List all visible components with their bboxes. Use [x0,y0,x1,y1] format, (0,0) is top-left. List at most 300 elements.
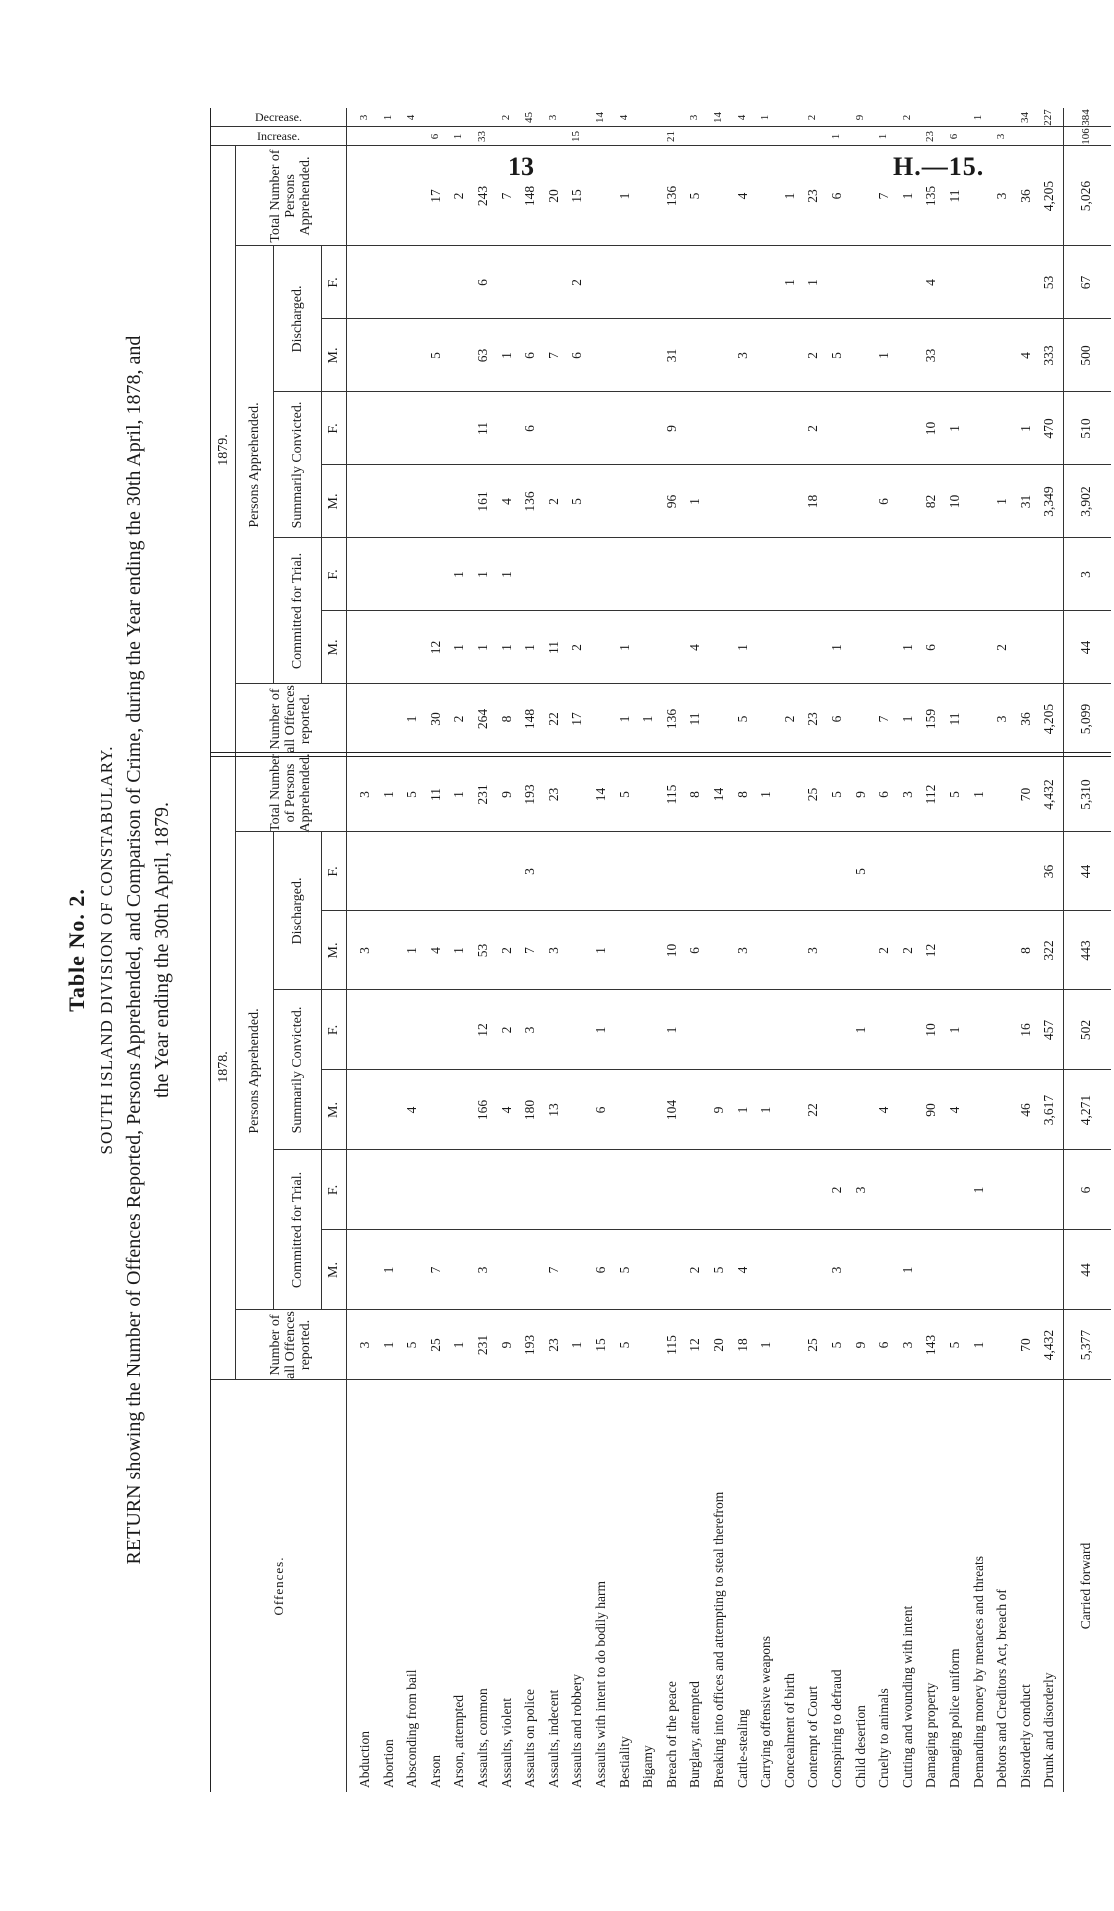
table-cell: 1 [970,1186,986,1194]
table-cell: 25 [427,1338,443,1352]
table-cell: 1 [452,133,465,140]
table-cell: 12 [687,1338,703,1352]
header-m: M. [326,942,341,959]
table-cell: 9 [852,791,868,798]
table-cell: 3 [899,791,915,798]
header-discharged-1879: Discharged. [289,285,305,353]
table-cell: 3 [475,1266,490,1274]
table-cell: 2 [451,192,467,200]
table-cell: 1 [616,715,632,723]
table-cell: 148 [522,708,538,730]
table-cell: 3 [358,114,370,121]
table-cell: 2 [569,279,585,286]
table-cell: 3 [829,1266,844,1274]
table-cell: 1 [852,1026,868,1034]
table-cell: 6 [829,192,844,200]
table-cell: 1 [616,644,632,651]
table-cell: 10 [923,421,939,436]
offence-label: Contempt of Court [805,1686,821,1788]
total-cell: 3,902 [1078,486,1093,517]
table-cell: 46 [1017,1103,1033,1117]
table-cell: 10 [947,494,962,509]
table-cell: 6 [428,133,441,140]
table-cell: 15 [593,1338,608,1352]
table-cell: 243 [475,185,490,207]
table-cell: 6 [522,425,538,432]
table-cell: 1 [899,715,915,723]
table-cell: 1 [663,1026,679,1034]
table-cell: 7 [545,352,561,359]
table-cell: 8 [498,715,514,723]
table-cell: 3 [994,715,1010,723]
table-cell: 31 [1017,494,1033,509]
offence-label: Disorderly conduct [1017,1684,1033,1788]
header-discharged-1878: Discharged. [289,877,305,945]
table-cell: 4,205 [1041,703,1057,735]
table-cell: 5 [427,352,443,359]
table-cell: 12 [923,943,939,958]
table-cell: 4,432 [1041,779,1057,810]
table-cell: 16 [1017,1023,1033,1037]
table-cell: 3 [545,947,561,954]
offence-label: Abduction [357,1731,372,1788]
table-cell: 4 [947,1106,962,1114]
table-cell: 4 [427,947,443,954]
header-f: F. [326,1024,341,1036]
table-cell: 3 [357,947,372,954]
table-cell: 1 [970,791,986,798]
table-cell: 3 [546,114,559,121]
offence-label: Bestiality [616,1736,632,1788]
header-f: F. [326,569,341,580]
table-cell: 1 [829,644,844,651]
table-cell: 470 [1041,418,1057,439]
table-cell: 2 [899,947,915,954]
offence-label: Demanding money by menaces and threats [970,1555,986,1788]
offence-label: Bigamy [640,1745,656,1788]
table-cell: 70 [1017,1338,1033,1352]
offence-label: Breaking into offices and attempting to steal therefrom [711,1491,726,1788]
total-cell: 5,026 [1078,180,1093,212]
table-cell: 1 [734,1106,750,1114]
table-cell: 82 [923,494,939,509]
header-m: M. [326,639,341,656]
table-cell: 4 [1017,352,1033,359]
table-cell: 6 [593,1266,608,1274]
total-cell: 5,310 [1078,779,1093,810]
header-persons-apprehended-1878: Persons Apprehended. [246,1008,262,1134]
total-cell: 384 [1080,109,1092,126]
table-cell: 3 [734,352,750,359]
table-cell: 1 [877,133,890,140]
header-f: F. [326,423,341,434]
table-cell: 2 [498,1026,514,1034]
table-cell: 143 [923,1334,939,1356]
table-cell: 11 [475,422,490,435]
table-cell: 6 [876,1341,892,1349]
offence-label: Assaults on police [522,1689,538,1788]
offence-label: Burglary, attempted [687,1681,703,1788]
table-cell: 23 [924,131,937,142]
table-cell: 14 [594,112,606,123]
table-cell: 22 [545,712,561,726]
table-cell: 4 [923,279,939,286]
table-cell: 112 [923,784,939,805]
table-cell: 231 [475,784,490,805]
table-cell: 2 [805,425,821,432]
header-f: F. [326,866,341,877]
table-cell: 3 [899,1341,915,1349]
table-cell: 9 [498,1341,514,1349]
offence-label: Conspiring to defraud [829,1669,844,1788]
table-cell: 6 [593,1106,608,1114]
table-cell: 1 [451,1341,467,1349]
table-cell: 12 [427,640,443,655]
table-cell: 11 [947,712,962,726]
table-cell: 2 [806,114,819,121]
table-cell: 10 [663,943,679,958]
table-cell: 104 [663,1099,679,1121]
table-cell: 333 [1041,345,1057,366]
total-cell: 500 [1078,345,1093,366]
table-cell: 36 [1017,189,1033,203]
table-cell: 23 [805,189,821,203]
table-cell: 15 [569,189,585,203]
table-cell: 6 [522,352,538,359]
table-cell: 20 [711,1338,726,1352]
header-committed-1879: Committed for Trial. [289,552,305,670]
table-cell: 11 [947,189,962,203]
table-cell: 4 [735,114,748,121]
table-cell: 4 [405,114,418,121]
table-cell: 7 [545,1266,561,1274]
table-cell: 322 [1041,940,1057,961]
table-cell: 1 [451,947,467,954]
carried-forward-label: Carried forward [1078,1542,1093,1630]
table-cell: 11 [427,788,443,801]
header-f: F. [326,277,341,288]
table-cell: 1 [994,498,1010,505]
total-cell: 44 [1078,640,1093,655]
table-cell: 3,617 [1041,1094,1057,1126]
table-cell: 10 [923,1023,939,1037]
table-cell: 6 [948,133,960,140]
table-cell: 1 [899,644,915,651]
total-cell: 4,271 [1078,1094,1093,1126]
total-cell: 67 [1078,275,1093,290]
header-m: M. [326,493,341,510]
table-cell: 63 [475,348,490,363]
table-cell: 7 [427,1266,443,1274]
table-cell: 1 [687,498,703,505]
table-cell: 5 [711,1266,726,1274]
table-cell: 193 [522,784,538,805]
table-cell: 2 [829,1186,844,1194]
table-cell: 5 [734,715,750,723]
header-reported-1879: Number of all Offences reported. [268,685,313,753]
table-cell: 115 [663,784,679,805]
total-cell: 44 [1078,1263,1093,1277]
table-cell: 9 [498,791,514,798]
table-cell: 70 [1017,787,1033,802]
header-reported-1878: Number of all Offences reported. [268,1311,313,1379]
table-cell: 166 [475,1099,490,1121]
table-cell: 53 [1041,275,1057,290]
table-cell: 9 [852,1341,868,1349]
table-cell: 5 [616,791,632,798]
table-cell: 136 [522,491,538,512]
table-cell: 22 [805,1103,821,1117]
table-cell: 3 [805,947,821,954]
table-cell: 2 [498,947,514,954]
table-cell: 1 [876,352,892,359]
offence-label: Assaults and robbery [569,1674,585,1788]
header-m: M. [326,347,341,364]
table-cell: 15 [570,131,583,142]
table-cell: 45 [523,112,536,123]
table-cell: 8 [734,791,750,798]
header-m: M. [326,1102,341,1118]
table-cell: 2 [781,715,797,723]
table-cell: 6 [475,279,490,286]
table-cell: 1 [593,947,608,954]
table-cell: 8 [1017,947,1033,954]
table-cell: 3 [995,133,1008,140]
table-cell: 2 [805,352,821,359]
offence-label: Debtors and Creditors Act, breach of [994,1589,1010,1788]
header-persons-apprehended-1879: Persons Apprehended. [246,402,262,528]
table-cell: 136 [663,185,679,207]
table-cell: 21 [664,131,677,142]
table-cell: 1 [947,1026,962,1034]
table-cell: 31 [663,348,679,363]
table-cell: 9 [853,114,866,121]
table-cell: 1 [947,425,962,432]
total-cell: 5,099 [1078,703,1093,735]
page-number: 13 [508,152,534,181]
table-cell: 193 [522,1334,538,1356]
table-cell: 8 [687,791,703,798]
offence-label: Absconding from bail [404,1669,420,1788]
table-cell: 13 [545,1103,561,1117]
table-cell: 25 [805,1338,821,1352]
table-cell: 14 [712,112,724,123]
table-cell: 23 [805,712,821,726]
table-cell: 36 [1017,712,1033,726]
table-cell: 1 [640,715,656,723]
table-cell: 1 [781,192,797,200]
table-cell: 17 [569,712,585,726]
header-m: M. [326,1262,341,1278]
table-cell: 11 [687,712,703,726]
table-cell: 457 [1041,1019,1057,1041]
table-cell: 6 [876,498,892,505]
table-cell: 264 [475,708,490,730]
table-cell: 7 [522,947,538,954]
table-cell: 12 [475,1023,490,1037]
table-cell: 3 [522,1026,538,1034]
offence-label: Arson [427,1755,443,1788]
total-cell: 6 [1078,1186,1093,1194]
table-cell: 2 [451,715,467,723]
header-offences: Offences. [271,1556,286,1616]
table-cell: 5 [947,791,962,798]
total-cell: 3 [1078,571,1093,578]
table-cell: 1 [380,1341,396,1349]
table-cell: 9 [663,425,679,432]
table-cell: 3 [357,791,372,798]
offences-table [210,108,1111,1792]
table-cell: 1 [759,114,772,121]
table-cell: 4 [498,498,514,505]
return-description: RETURN showing the Number of Offences Reported, Persons Apprehended, and Comparison of Crime, during the Year ending the 30th April, 1878, and [123,335,145,1565]
table-cell: 227 [1042,109,1055,126]
offence-label: Assaults, common [475,1688,490,1788]
table-cell: 135 [923,185,939,207]
table-cell: 1 [758,791,774,798]
table-cell: 6 [876,791,892,798]
offence-label: Assaults, indecent [545,1689,561,1788]
table-cell: 180 [522,1099,538,1121]
table-cell: 2 [687,1266,703,1274]
offence-label: Breach of the peace [663,1681,679,1788]
table-cell: 5 [687,192,703,200]
table-cell: 9 [711,1106,726,1114]
table-cell: 136 [663,708,679,730]
total-cell: 502 [1078,1019,1093,1041]
table-cell: 7 [876,715,892,723]
table-cell: 1 [805,279,821,286]
total-cell: 106 [1080,128,1092,145]
table-cell: 6 [829,715,844,723]
offence-label: Assaults, violent [498,1698,514,1788]
table-cell: 1 [451,644,467,651]
table-cell: 1 [899,192,915,200]
table-cell: 1 [451,791,467,798]
table-cell: 17 [427,189,443,203]
table-cell: 20 [545,189,561,203]
offence-label: Abortion [380,1739,396,1788]
return-period: the Year ending the 30th April, 1879. [151,801,173,1099]
offence-label: Cutting and wounding with intent [899,1605,915,1788]
table-cell: 1 [522,644,538,651]
table-cell: 3 [357,1341,372,1349]
table-cell: 4 [734,192,750,200]
table-cell: 5 [404,1341,420,1349]
header-summarily-1879: Summarily Convicted. [289,401,305,529]
table-cell: 1 [475,571,490,578]
table-cell: 53 [475,943,490,958]
table-cell: 2 [994,644,1010,651]
table-cell: 1 [593,1026,608,1034]
table-cell: 1 [451,571,467,578]
header-total-apprehended-1878: Total Number of Persons Apprehended. [268,753,313,833]
header-f: F. [326,1184,341,1196]
table-cell: 4 [687,644,703,651]
offence-label: Cruelty to animals [876,1688,892,1788]
table-label: Table No. 2. [64,888,89,1012]
table-cell: 23 [545,1338,561,1352]
division-title: SOUTH ISLAND DIVISION OF CONSTABULARY. [97,745,116,1155]
offence-label: Arson, attempted [451,1695,467,1788]
table-cell: 1 [971,114,984,121]
table-cell: 33 [476,131,488,142]
table-cell: 6 [687,947,703,954]
total-cell: 44 [1078,864,1093,879]
table-cell: 96 [663,494,679,509]
table-cell: 3 [852,1186,868,1194]
table-cell: 1 [404,947,420,954]
table-cell: 5 [616,1341,632,1349]
table-cell: 5 [616,1266,632,1274]
table-cell: 1 [498,571,514,578]
table-cell: 36 [1041,864,1057,879]
table-cell: 2 [499,114,512,121]
table-cell: 5 [404,791,420,798]
table-cell: 4 [404,1106,420,1114]
table-cell: 3 [734,947,750,954]
table-cell: 1 [758,1106,774,1114]
table-cell: 3 [522,868,538,875]
table-cell: 115 [663,1335,679,1355]
table-cell: 1 [734,644,750,651]
header-increase: Increase. [257,129,300,143]
table-cell: 1 [381,114,394,121]
table-cell: 7 [876,192,892,200]
total-cell: 510 [1078,418,1093,439]
page-reference: H.—15. [893,152,985,181]
table-cell: 5 [829,791,844,798]
table-cell: 1 [1017,425,1033,432]
offence-label: Carrying offensive weapons [758,1636,774,1788]
table-cell: 14 [593,787,608,802]
table-cell: 33 [923,348,939,363]
table-cell: 3 [688,114,701,121]
table-cell: 1 [970,1341,986,1349]
total-cell: 443 [1078,940,1093,961]
table-cell: 5 [852,868,868,875]
table-cell: 4 [617,114,630,121]
offence-label: Child desertion [852,1705,868,1788]
table-cell: 5 [829,352,844,359]
table-cell: 1 [498,352,514,359]
header-committed-1878: Committed for Trial. [289,1171,305,1289]
table-cell: 30 [427,712,443,726]
header-decrease: Decrease. [255,110,302,124]
table-cell: 5 [947,1341,962,1349]
table-cell: 3 [994,192,1010,200]
table-cell: 1 [475,644,490,651]
table-cell: 1 [404,715,420,723]
table-cell: 4,205 [1041,180,1057,212]
table-cell: 148 [522,185,538,207]
table-cell: 1 [380,1266,396,1274]
table-cell: 6 [923,644,939,651]
table-cell: 1 [899,1266,915,1274]
table-cell: 4 [734,1266,750,1274]
table-cell: 2 [569,644,585,651]
table-cell: 1 [781,279,797,286]
table-cell: 231 [475,1334,490,1356]
offence-label: Drunk and disorderly [1041,1672,1057,1788]
table-cell: 11 [545,641,561,654]
table-cell: 159 [923,708,939,730]
total-cell: 5,377 [1078,1329,1093,1361]
table-cell: 14 [711,787,726,802]
table-cell: 4 [498,1106,514,1114]
header-year-1878: 1878. [215,1051,231,1083]
table-cell: 2 [545,498,561,505]
